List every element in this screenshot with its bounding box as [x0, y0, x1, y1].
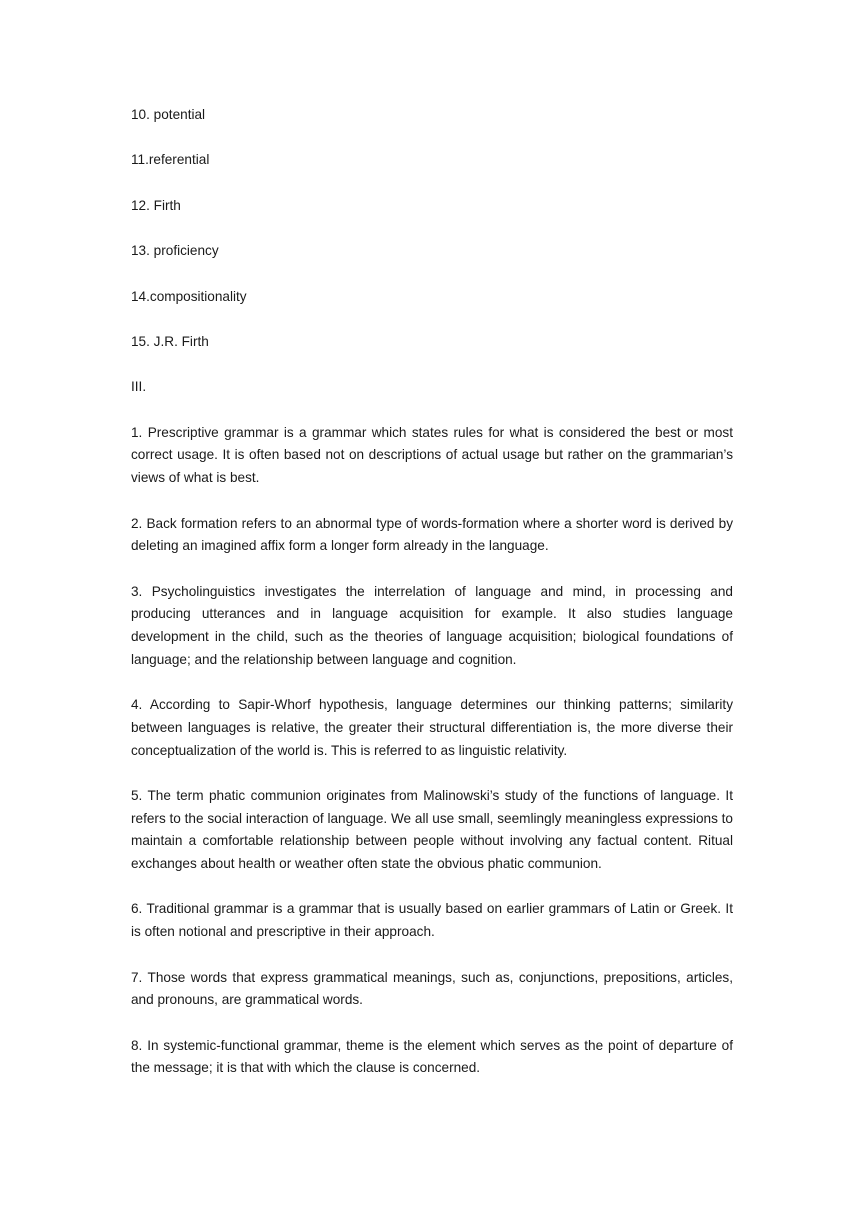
paragraph-2: 2. Back formation refers to an abnormal type of words-formation where a shorter word is derived by deleting an imagined affix form a longer form already in the language.: [131, 515, 733, 554]
paragraph-1: 1. Prescriptive grammar is a grammar which states rules for what is considered the best or most correct usage. It is often based not on descriptions of actual usage but rather on the grammarian’s views of what is best.: [131, 424, 733, 486]
section-heading: III.: [131, 379, 147, 395]
paragraph-6: 6. Traditional grammar is a grammar that is usually based on earlier grammars of Latin or Greek. It is often notional and prescriptive in their approach.: [131, 901, 733, 940]
answer-item-14: 14.compositionality: [131, 288, 247, 304]
paragraph-7: 7. Those words that express grammatical meanings, such as, conjunctions, prepositions, articles, and pronouns, are grammatical words.: [131, 969, 733, 1008]
answer-item-12: 12. Firth: [131, 197, 181, 213]
answer-item-11: 11.referential: [131, 152, 210, 168]
answer-item-13: 13. proficiency: [131, 243, 219, 259]
page-content: [131, 104, 733, 1103]
paragraph-3: 3. Psycholinguistics investigates the interrelation of language and mind, in processing and producing utterances and in language acquisition for example. It also studies language development in the child, such as the theories of language acquisition; biological foundations of language; and the relationship between language and cognition.: [131, 583, 733, 667]
answer-item-15: 15. J.R. Firth: [131, 333, 209, 349]
paragraph-8: 8. In systemic-functional grammar, theme is the element which serves as the point of departure of the message; it is that with which the clause is concerned.: [131, 1037, 733, 1076]
paragraph-4: 4. According to Sapir-Whorf hypothesis, language determines our thinking patterns; similarity between languages is relative, the greater their structural differentiation is, the more diverse their conceptualization of the world is. This is referred to as linguistic relativity.: [131, 697, 733, 758]
paragraph-5: 5. The term phatic communion originates from Malinowski’s study of the functions of language. It refers to the social interaction of language. We all use small, seemlingly meaningless expressions to maintain a comfortable relationship between people without involving any factual content. Ritual exchanges about health or weather often state the obvious phatic communion.: [131, 787, 733, 872]
answer-item-10: 10. potential: [131, 107, 206, 122]
